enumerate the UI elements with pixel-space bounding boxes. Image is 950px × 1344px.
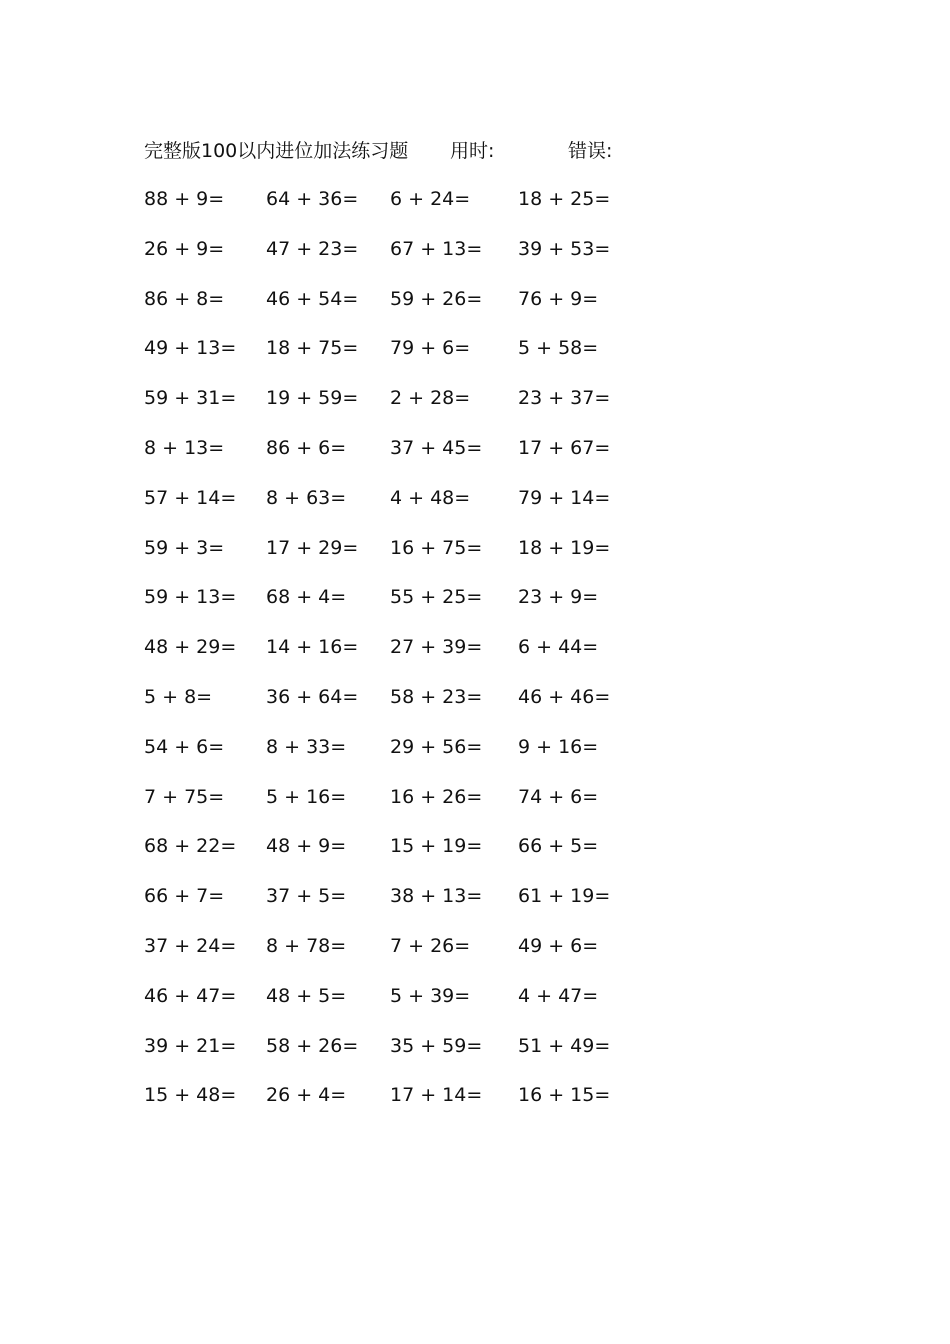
problem-row: [140, 385, 620, 435]
problem-item: 6 + 24=: [390, 188, 471, 210]
problem-item: 61 + 19=: [518, 885, 611, 908]
problem-item: 7 + 75=: [144, 785, 225, 808]
problem-item: 67 + 13=: [390, 237, 483, 260]
problem-item: 37 + 5=: [266, 885, 347, 908]
problem-item: 59 + 13=: [144, 586, 237, 609]
problem-item: 15 + 48=: [144, 1084, 237, 1107]
problem-item: 54 + 6=: [144, 735, 225, 758]
problem-row: [140, 833, 620, 883]
problem-item: 39 + 53=: [518, 237, 611, 260]
problem-item: 19 + 59=: [266, 387, 359, 410]
problem-item: 37 + 24=: [144, 934, 237, 957]
problem-item: 8 + 13=: [144, 436, 225, 459]
problem-row: [140, 236, 620, 286]
problem-item: 48 + 29=: [144, 636, 237, 659]
problem-item: 49 + 6=: [518, 934, 599, 957]
problem-item: 8 + 33=: [266, 735, 347, 758]
problem-row: [140, 1082, 620, 1132]
problem-item: 18 + 75=: [266, 337, 359, 360]
problem-row: [140, 584, 620, 634]
problem-row: [140, 734, 620, 784]
problem-item: 5 + 58=: [518, 337, 599, 360]
problem-item: 2 + 28=: [390, 387, 471, 410]
problem-item: 17 + 29=: [266, 536, 359, 559]
problem-row: [140, 684, 620, 734]
problem-item: 59 + 3=: [144, 536, 225, 559]
worksheet-header: [144, 138, 664, 164]
problem-item: 59 + 26=: [390, 287, 483, 310]
problem-item: 37 + 45=: [390, 436, 483, 459]
problem-row: [140, 435, 620, 485]
problem-item: 17 + 14=: [390, 1084, 483, 1107]
problem-item: 58 + 26=: [266, 1034, 359, 1057]
problem-item: 15 + 19=: [390, 835, 483, 858]
problem-item: 88 + 9=: [144, 188, 225, 210]
problem-item: 8 + 78=: [266, 934, 347, 957]
problem-item: 38 + 13=: [390, 885, 483, 908]
problem-item: 5 + 8=: [144, 685, 213, 708]
problem-grid: [140, 186, 620, 1132]
problem-item: 47 + 23=: [266, 237, 359, 260]
problem-item: 16 + 15=: [518, 1084, 611, 1107]
problem-item: 9 + 16=: [518, 735, 599, 758]
problem-item: 66 + 7=: [144, 885, 225, 908]
problem-row: [140, 485, 620, 535]
problem-row: [140, 933, 620, 983]
problem-item: 46 + 46=: [518, 685, 611, 708]
problem-item: 18 + 25=: [518, 188, 611, 210]
problem-item: 18 + 19=: [518, 536, 611, 559]
problem-row: [140, 186, 620, 236]
problem-item: 39 + 21=: [144, 1034, 237, 1057]
problem-item: 23 + 9=: [518, 586, 599, 609]
problem-item: 76 + 9=: [518, 287, 599, 310]
problem-item: 68 + 4=: [266, 586, 347, 609]
problem-item: 27 + 39=: [390, 636, 483, 659]
problem-item: 17 + 67=: [518, 436, 611, 459]
problem-item: 66 + 5=: [518, 835, 599, 858]
problem-item: 55 + 25=: [390, 586, 483, 609]
problem-item: 68 + 22=: [144, 835, 237, 858]
problem-item: 46 + 47=: [144, 984, 237, 1007]
problem-item: 7 + 26=: [390, 934, 471, 957]
problem-item: 29 + 56=: [390, 735, 483, 758]
problem-item: 14 + 16=: [266, 636, 359, 659]
problem-row: [140, 535, 620, 585]
problem-item: 46 + 54=: [266, 287, 359, 310]
time-label: 用时:: [450, 140, 495, 162]
problem-item: 86 + 6=: [266, 436, 347, 459]
problem-item: 26 + 9=: [144, 237, 225, 260]
worksheet-title: 完整版100以内进位加法练习题: [144, 140, 409, 162]
problem-item: 58 + 23=: [390, 685, 483, 708]
problem-item: 48 + 5=: [266, 984, 347, 1007]
problem-item: 8 + 63=: [266, 486, 347, 509]
problem-item: 4 + 48=: [390, 486, 471, 509]
problem-item: 59 + 31=: [144, 387, 237, 410]
problem-item: 35 + 59=: [390, 1034, 483, 1057]
problem-item: 57 + 14=: [144, 486, 237, 509]
problem-item: 5 + 16=: [266, 785, 347, 808]
problem-item: 16 + 75=: [390, 536, 483, 559]
problem-item: 64 + 36=: [266, 188, 359, 210]
problem-row: [140, 983, 620, 1033]
error-label: 错误:: [568, 140, 613, 162]
problem-row: [140, 784, 620, 834]
problem-item: 51 + 49=: [518, 1034, 611, 1057]
problem-item: 4 + 47=: [518, 984, 599, 1007]
problem-item: 16 + 26=: [390, 785, 483, 808]
problem-item: 79 + 6=: [390, 337, 471, 360]
problem-item: 26 + 4=: [266, 1084, 347, 1107]
problem-row: [140, 634, 620, 684]
problem-row: [140, 335, 620, 385]
problem-row: [140, 883, 620, 933]
problem-item: 79 + 14=: [518, 486, 611, 509]
problem-item: 5 + 39=: [390, 984, 471, 1007]
problem-row: [140, 286, 620, 336]
problem-item: 36 + 64=: [266, 685, 359, 708]
problem-item: 23 + 37=: [518, 387, 611, 410]
problem-item: 86 + 8=: [144, 287, 225, 310]
problem-item: 74 + 6=: [518, 785, 599, 808]
problem-item: 48 + 9=: [266, 835, 347, 858]
problem-row: [140, 1033, 620, 1083]
problem-item: 49 + 13=: [144, 337, 237, 360]
problem-item: 6 + 44=: [518, 636, 599, 659]
